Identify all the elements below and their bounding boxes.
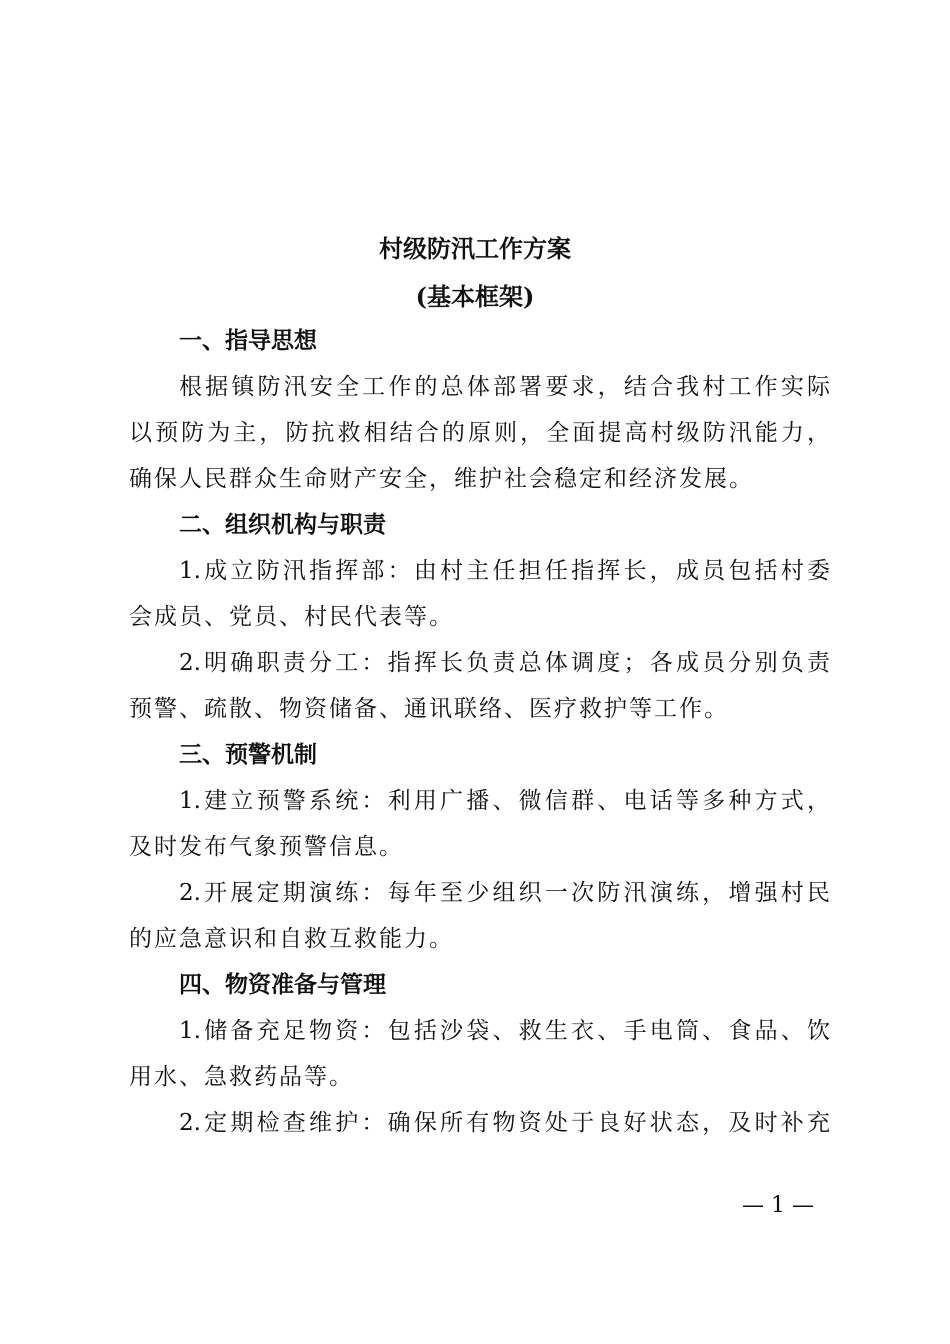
paragraph-line: 1.成立防汛指挥部：由村主任担任指挥长，成员包括村委 <box>179 558 830 584</box>
paragraph-line: 以预防为主，防抗救相结合的原则，全面提高村级防汛能力， <box>129 420 830 446</box>
paragraph-line: 1.建立预警系统：利用广播、微信群、电话等多种方式， <box>179 788 830 814</box>
paragraph-line: 用水、急救药品等。 <box>129 1064 354 1090</box>
paragraph-line: 1.储备充足物资：包括沙袋、救生衣、手电筒、食品、饮 <box>179 1018 830 1044</box>
paragraph-line: 根据镇防汛安全工作的总体部署要求，结合我村工作实际 <box>179 374 830 400</box>
paragraph-line: 的应急意识和自救互救能力。 <box>129 926 454 952</box>
paragraph-line: 确保人民群众生命财产安全，维护社会稳定和经济发展。 <box>129 466 754 492</box>
paragraph-line: 会成员、党员、村民代表等。 <box>129 604 454 630</box>
section-heading-supplies: 四、物资准备与管理 <box>179 972 386 998</box>
paragraph-line: 及时发布气象预警信息。 <box>129 834 404 860</box>
paragraph-line: 2.明确职责分工：指挥长负责总体调度；各成员分别负责 <box>179 650 830 676</box>
paragraph-line: 2.定期检查维护：确保所有物资处于良好状态，及时补充 <box>179 1110 830 1136</box>
paragraph-line: 2.开展定期演练：每年至少组织一次防汛演练，增强村民 <box>179 880 830 906</box>
document-subtitle: (基本框架) <box>415 282 535 311</box>
section-heading-organization: 二、组织机构与职责 <box>179 512 386 538</box>
paragraph-line: 预警、疏散、物资储备、通讯联络、医疗救护等工作。 <box>129 696 729 722</box>
page-number: — 1 — <box>742 1193 814 1218</box>
document-title: 村级防汛工作方案 <box>379 234 571 263</box>
section-heading-guiding-ideology: 一、指导思想 <box>179 328 317 354</box>
section-heading-warning-mechanism: 三、预警机制 <box>179 742 317 768</box>
